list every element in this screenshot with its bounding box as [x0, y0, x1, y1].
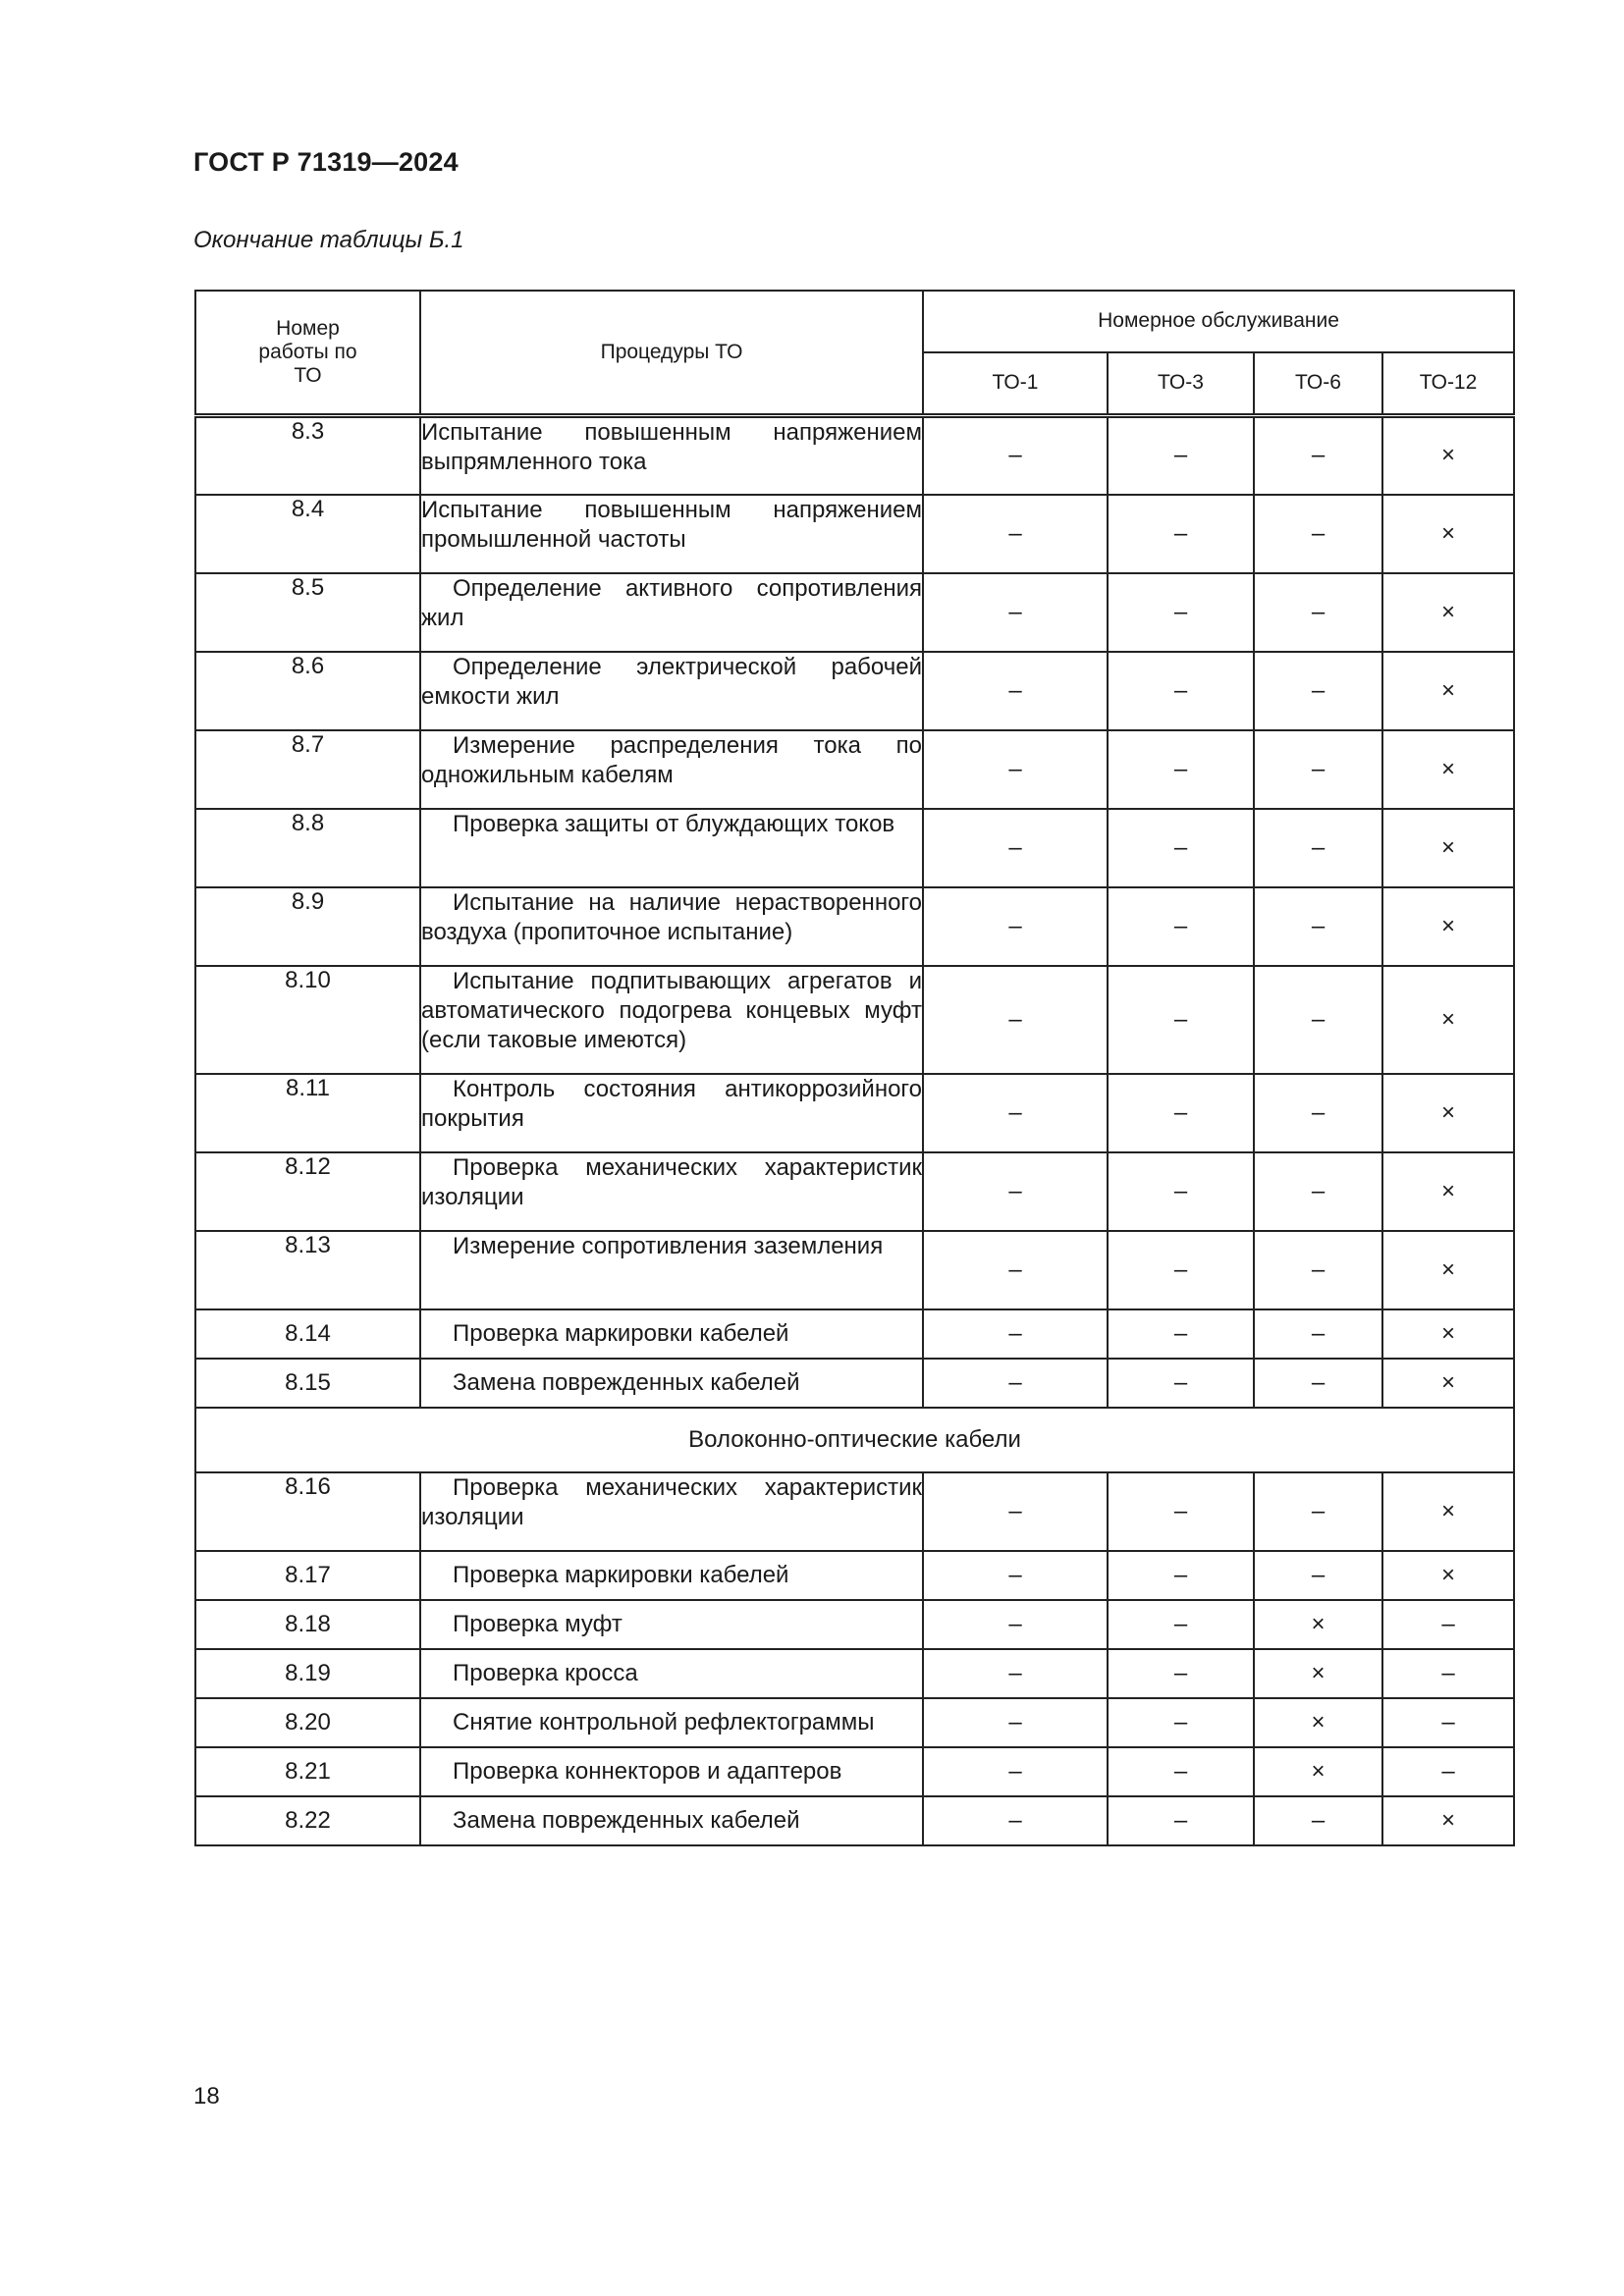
row-to6-mark: – [1254, 1074, 1382, 1152]
row-to1-mark: – [923, 730, 1108, 809]
row-procedure: Измерение распределения тока по одножильным кабелям [420, 730, 923, 809]
row-procedure: Проверка муфт [420, 1600, 923, 1649]
row-procedure: Замена поврежденных кабелей [420, 1796, 923, 1845]
row-to6-mark: – [1254, 1152, 1382, 1231]
row-number: 8.17 [195, 1551, 420, 1600]
row-to6-mark: – [1254, 1231, 1382, 1309]
header-to3: ТО-3 [1108, 352, 1254, 416]
row-to6-mark: – [1254, 495, 1382, 573]
row-to3-mark: – [1108, 730, 1254, 809]
row-to3-mark: – [1108, 1747, 1254, 1796]
table-row [195, 1074, 1514, 1152]
table-row [195, 495, 1514, 573]
row-to6-mark: × [1254, 1698, 1382, 1747]
row-procedure: Испытание повышенным напряжением промышленной частоты [420, 495, 923, 573]
row-procedure: Снятие контрольной рефлектограммы [420, 1698, 923, 1747]
header-to1: ТО-1 [923, 352, 1108, 416]
row-procedure: Измерение сопротивления заземления [420, 1231, 923, 1309]
row-to12-mark: – [1382, 1698, 1514, 1747]
header-service-group: Номерное обслуживание [923, 291, 1514, 352]
row-to6-mark: – [1254, 1796, 1382, 1845]
row-to12-mark: × [1382, 809, 1514, 887]
row-to1-mark: – [923, 1152, 1108, 1231]
row-to6-mark: – [1254, 730, 1382, 809]
header-number-label: Номер работы по ТО [258, 317, 357, 387]
row-number: 8.4 [195, 495, 420, 573]
row-number: 8.22 [195, 1796, 420, 1845]
row-to12-mark: × [1382, 887, 1514, 966]
row-procedure: Определение активного сопротивления жил [420, 573, 923, 652]
table-row [195, 1309, 1514, 1359]
row-procedure: Проверка маркировки кабелей [420, 1309, 923, 1359]
document-title: ГОСТ Р 71319—2024 [193, 147, 459, 177]
table-row [195, 1600, 1514, 1649]
row-to1-mark: – [923, 416, 1108, 495]
row-to12-mark: × [1382, 1309, 1514, 1359]
table-row [195, 966, 1514, 1074]
row-to12-mark: × [1382, 1796, 1514, 1845]
row-number: 8.7 [195, 730, 420, 809]
row-to3-mark: – [1108, 573, 1254, 652]
table-row [195, 652, 1514, 730]
row-number: 8.18 [195, 1600, 420, 1649]
row-procedure: Проверка маркировки кабелей [420, 1551, 923, 1600]
row-number: 8.21 [195, 1747, 420, 1796]
row-to3-mark: – [1108, 887, 1254, 966]
row-to1-mark: – [923, 1649, 1108, 1698]
row-to3-mark: – [1108, 1551, 1254, 1600]
row-procedure: Проверка коннекторов и адаптеров [420, 1747, 923, 1796]
row-to3-mark: – [1108, 1796, 1254, 1845]
row-to12-mark: – [1382, 1649, 1514, 1698]
row-procedure: Контроль состояния антикоррозийного покрытия [420, 1074, 923, 1152]
row-number: 8.8 [195, 809, 420, 887]
row-to1-mark: – [923, 1359, 1108, 1408]
row-procedure: Определение электрической рабочей емкости жил [420, 652, 923, 730]
row-number: 8.12 [195, 1152, 420, 1231]
row-to1-mark: – [923, 1309, 1108, 1359]
row-to6-mark: – [1254, 1359, 1382, 1408]
table-row [195, 887, 1514, 966]
row-number: 8.3 [195, 416, 420, 495]
row-to6-mark: – [1254, 573, 1382, 652]
row-to12-mark: × [1382, 1551, 1514, 1600]
section-row [195, 1408, 1514, 1472]
row-to1-mark: – [923, 1796, 1108, 1845]
row-to3-mark: – [1108, 1472, 1254, 1551]
row-to3-mark: – [1108, 1698, 1254, 1747]
row-procedure: Проверка механических характеристик изоляции [420, 1472, 923, 1551]
row-to6-mark: × [1254, 1649, 1382, 1698]
row-to1-mark: – [923, 809, 1108, 887]
row-to1-mark: – [923, 887, 1108, 966]
row-number: 8.13 [195, 1231, 420, 1309]
row-to12-mark: × [1382, 730, 1514, 809]
table-row [195, 416, 1514, 495]
table-row [195, 1359, 1514, 1408]
row-number: 8.14 [195, 1309, 420, 1359]
row-to1-mark: – [923, 1074, 1108, 1152]
row-to6-mark: – [1254, 1551, 1382, 1600]
row-to1-mark: – [923, 1600, 1108, 1649]
row-to1-mark: – [923, 1747, 1108, 1796]
row-to1-mark: – [923, 1551, 1108, 1600]
row-to6-mark: – [1254, 652, 1382, 730]
table-row [195, 1747, 1514, 1796]
row-to3-mark: – [1108, 1074, 1254, 1152]
row-to12-mark: × [1382, 1359, 1514, 1408]
page-number: 18 [193, 2083, 220, 2109]
row-to1-mark: – [923, 573, 1108, 652]
row-number: 8.11 [195, 1074, 420, 1152]
row-to12-mark: × [1382, 966, 1514, 1074]
row-to6-mark: – [1254, 1472, 1382, 1551]
table-row [195, 573, 1514, 652]
row-procedure: Проверка защиты от блуждающих токов [420, 809, 923, 887]
row-to12-mark: – [1382, 1600, 1514, 1649]
row-to12-mark: × [1382, 1472, 1514, 1551]
header-to12: ТО-12 [1382, 352, 1514, 416]
row-procedure: Замена поврежденных кабелей [420, 1359, 923, 1408]
row-number: 8.15 [195, 1359, 420, 1408]
maintenance-table [194, 290, 1515, 1846]
row-to3-mark: – [1108, 652, 1254, 730]
row-to6-mark: – [1254, 1309, 1382, 1359]
table-caption: Окончание таблицы Б.1 [193, 227, 464, 253]
row-number: 8.19 [195, 1649, 420, 1698]
row-number: 8.16 [195, 1472, 420, 1551]
header-number [195, 291, 420, 416]
table-row [195, 1649, 1514, 1698]
row-to3-mark: – [1108, 495, 1254, 573]
row-to6-mark: – [1254, 809, 1382, 887]
table-row [195, 809, 1514, 887]
row-to3-mark: – [1108, 966, 1254, 1074]
row-to1-mark: – [923, 1698, 1108, 1747]
row-number: 8.20 [195, 1698, 420, 1747]
table-row [195, 1231, 1514, 1309]
table-row [195, 1152, 1514, 1231]
table-body [195, 416, 1514, 1845]
row-procedure: Испытание на наличие нерастворенного воздуха (пропиточное испытание) [420, 887, 923, 966]
row-to6-mark: – [1254, 966, 1382, 1074]
row-to6-mark: × [1254, 1747, 1382, 1796]
row-to3-mark: – [1108, 416, 1254, 495]
row-to6-mark: × [1254, 1600, 1382, 1649]
row-to12-mark: × [1382, 416, 1514, 495]
row-to1-mark: – [923, 495, 1108, 573]
table-row [195, 1698, 1514, 1747]
row-to12-mark: × [1382, 495, 1514, 573]
row-to12-mark: × [1382, 573, 1514, 652]
row-to1-mark: – [923, 1472, 1108, 1551]
row-number: 8.6 [195, 652, 420, 730]
row-to12-mark: × [1382, 652, 1514, 730]
row-to3-mark: – [1108, 1600, 1254, 1649]
section-title: Волоконно-оптические кабели [195, 1408, 1514, 1472]
row-to1-mark: – [923, 1231, 1108, 1309]
table-row [195, 1472, 1514, 1551]
row-to3-mark: – [1108, 1231, 1254, 1309]
row-to3-mark: – [1108, 1359, 1254, 1408]
row-to6-mark: – [1254, 887, 1382, 966]
row-to6-mark: – [1254, 416, 1382, 495]
row-procedure: Испытание подпитывающих агрегатов и автоматического подогрева концевых муфт (если таковые имеются) [420, 966, 923, 1074]
row-to1-mark: – [923, 652, 1108, 730]
header-procedure: Процедуры ТО [420, 291, 923, 416]
row-to3-mark: – [1108, 1152, 1254, 1231]
row-to12-mark: × [1382, 1074, 1514, 1152]
row-to3-mark: – [1108, 1309, 1254, 1359]
row-number: 8.5 [195, 573, 420, 652]
row-to12-mark: – [1382, 1747, 1514, 1796]
row-to1-mark: – [923, 966, 1108, 1074]
table-row [195, 730, 1514, 809]
table-row [195, 1551, 1514, 1600]
row-to3-mark: – [1108, 809, 1254, 887]
row-procedure: Проверка механических характеристик изоляции [420, 1152, 923, 1231]
row-procedure: Испытание повышенным напряжением выпрямленного тока [420, 416, 923, 495]
row-to12-mark: × [1382, 1231, 1514, 1309]
header-to6: ТО-6 [1254, 352, 1382, 416]
row-number: 8.9 [195, 887, 420, 966]
row-procedure: Проверка кросса [420, 1649, 923, 1698]
row-to12-mark: × [1382, 1152, 1514, 1231]
row-to3-mark: – [1108, 1649, 1254, 1698]
table-row [195, 1796, 1514, 1845]
row-number: 8.10 [195, 966, 420, 1074]
